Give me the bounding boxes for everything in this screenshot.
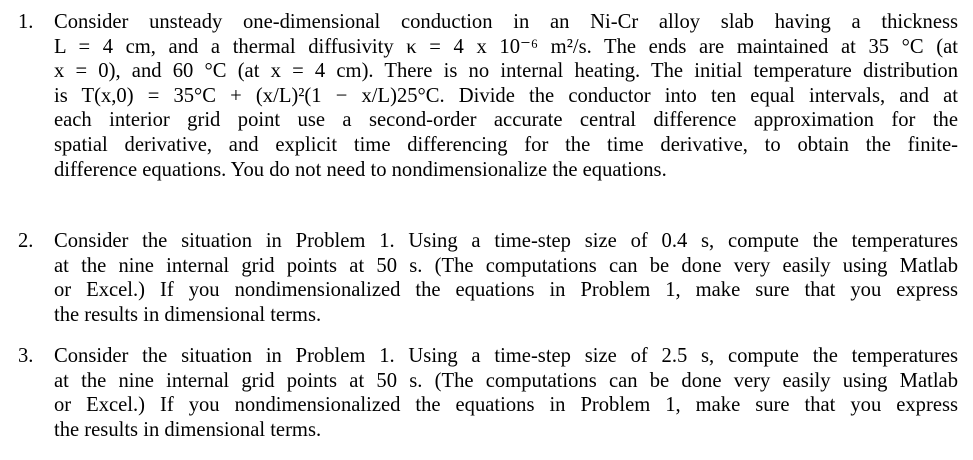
problem-1 [18,10,958,182]
problem-line: L = 4 cm, and a thermal diffusivity κ = 4 x 10⁻⁶ m²/s. The ends are maintained at 35 °C (at [54,35,958,58]
problem-line: x = 0), and 60 °C (at x = 4 cm). There is no internal heating. The initial temperature distribution [54,60,958,83]
problem-line: is T(x,0) = 35°C + (x/L)²(1 − x/L)25°C. Divide the conductor into ten equal intervals, and at [54,84,958,107]
problem-line: the results in dimensional terms. [54,303,322,326]
problem-line: Consider the situation in Problem 1. Using a time-step size of 0.4 s, compute the temperatures [54,230,958,252]
problem-number: 3. [18,345,34,367]
problem-2 [18,229,958,327]
problem-line: or Excel.) If you nondimensionalized the equations in Problem 1, make sure that you express [54,394,958,417]
problem-number: 2. [18,230,34,252]
problem-text [54,10,958,182]
problem-line: difference equations. You do not need to nondimensionalize the equations. [54,158,667,181]
problem-text [54,344,958,442]
problem-line: or Excel.) If you nondimensionalized the equations in Problem 1, make sure that you express [54,279,958,302]
problem-text [54,229,958,327]
problem-line: each interior grid point use a second-order accurate central difference approximation for the [54,109,958,132]
problem-line: Consider unsteady one-dimensional conduction in an Ni-Cr alloy slab having a thickness [54,11,958,33]
problem-line: Consider the situation in Problem 1. Using a time-step size of 2.5 s, compute the temperatures [54,345,958,367]
problem-line: at the nine internal grid points at 50 s. (The computations can be done very easily using Matlab [54,369,958,392]
problem-line: spatial derivative, and explicit time differencing for the time derivative, to obtain the finite- [54,133,958,156]
problem-line: the results in dimensional terms. [54,418,322,441]
problem-line: at the nine internal grid points at 50 s. (The computations can be done very easily using Matlab [54,254,958,277]
problem-number: 1. [18,11,34,33]
problem-3 [18,344,958,442]
